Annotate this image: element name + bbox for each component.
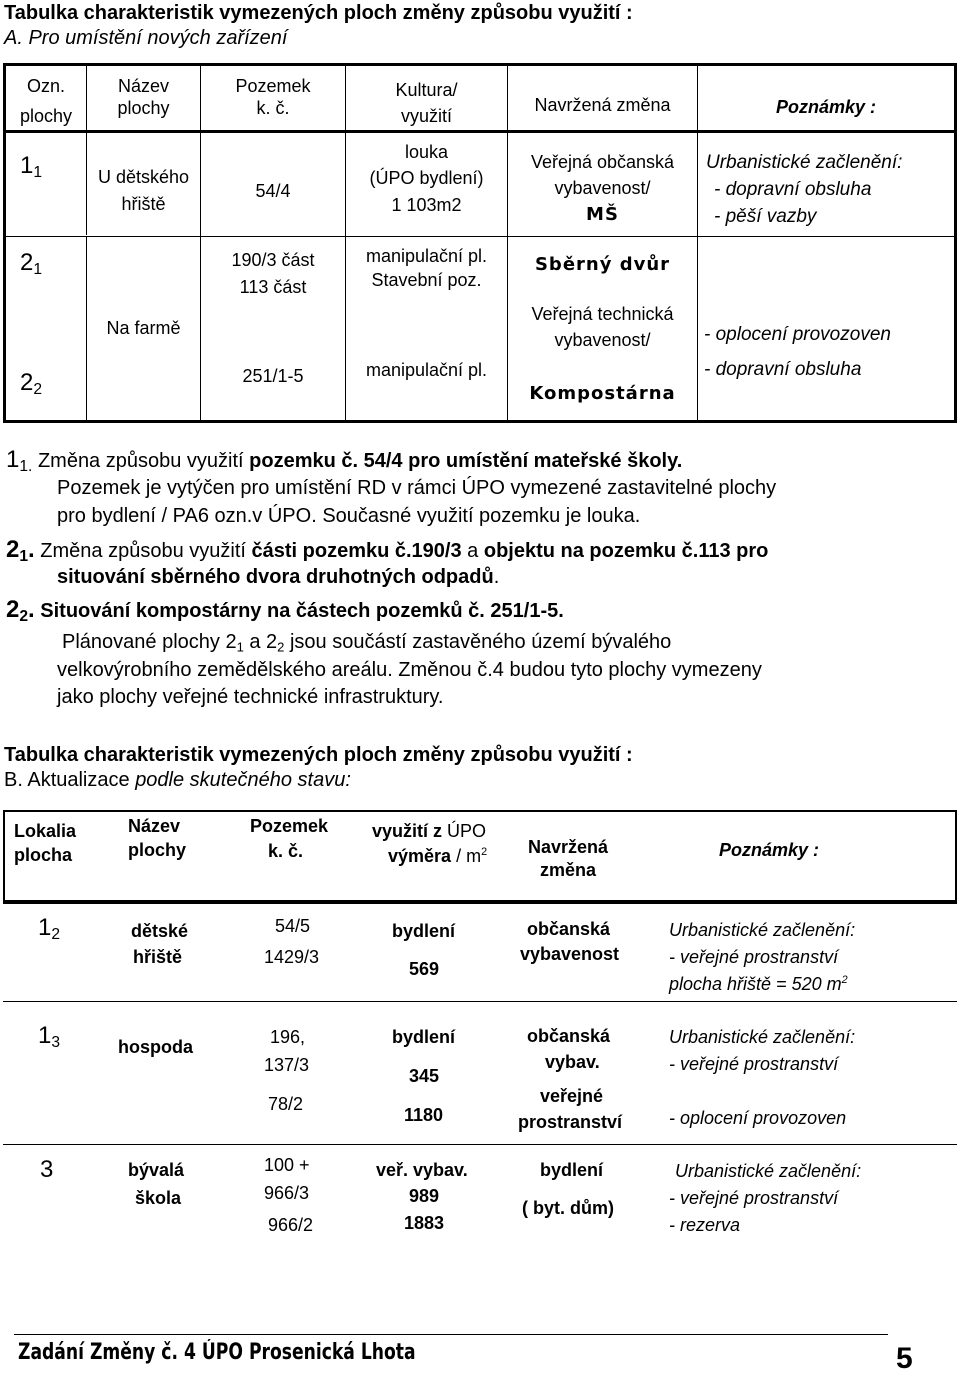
row2-nazev: Na farmě — [106, 318, 181, 338]
b-header-vyuziti-2: výměra / $m^2$ — [388, 846, 488, 866]
b-row2-id: $1_3$ — [38, 1022, 61, 1051]
row1-pozn-3: - pěší vazby — [714, 206, 817, 227]
row1-kultura-2: (ÚPO bydlení) — [369, 168, 484, 188]
b-row2-pozemek-1: 196, — [270, 1027, 306, 1047]
header-poznamky: Poznámky : — [775, 97, 877, 117]
b-header-pozemek-1: Pozemek — [250, 816, 329, 836]
b-row2-vyuziti-2: 345 — [409, 1066, 440, 1086]
b-row1-zmena-1: občanská — [527, 919, 611, 939]
row2-zmena-4: Kompostárna — [529, 383, 676, 404]
b-row1-pozn-1: Urbanistické začlenění: — [669, 920, 856, 940]
row1-zmena-2: vybavenost/ — [554, 178, 651, 198]
b-row3-pozemek-2: 966/3 — [264, 1183, 310, 1203]
b-row2-vyuziti-1: bydlení — [392, 1027, 456, 1047]
header-kultura-line1: Kultura/ — [395, 80, 458, 100]
b-row2-pozn-1: Urbanistické začlenění: — [669, 1027, 856, 1047]
b-row3-pozn-1: Urbanistické začlenění: — [675, 1161, 862, 1181]
b-row3-pozemek-1: 100 + — [264, 1155, 310, 1175]
b-row2-pozemek-3: 78/2 — [268, 1094, 304, 1114]
header-ozn-line1: Ozn. — [26, 76, 65, 96]
b-row3-pozemek-3: 966/2 — [268, 1215, 314, 1235]
b-row1-pozn-2: - veřejné prostranství — [669, 947, 839, 967]
b-row2-zmena-1: občanská — [527, 1026, 611, 1046]
row1-pozn-1: Urbanistické začlenění: — [706, 152, 903, 173]
b-row2-nazev-1: hospoda — [118, 1037, 193, 1057]
note-1-line1: $1_{1.}$ Změna způsobu využití pozemku č. 54/4 pro umístění mateřské školy. — [6, 446, 683, 475]
b-row3-vyuziti-3: 1883 — [404, 1213, 445, 1233]
section-b-subtitle: B. Aktualizace podle skutečného stavu: — [4, 769, 351, 791]
b-row3-nazev-1: bývalá — [128, 1160, 185, 1180]
note-paragraph-line1: Plánované plochy $2_1$ a $2_2$ jsou součástí zastavěného území bývalého — [62, 631, 672, 655]
header-nazev-line2: plochy — [117, 98, 170, 118]
b-header-nazev-2: plochy — [128, 840, 187, 860]
row2-pozemek-1: 190/3 část — [231, 250, 315, 270]
b-row2-pozn-2: - veřejné prostranství — [669, 1054, 839, 1074]
header-kultura-line2: využití — [400, 106, 452, 126]
footer-rule — [14, 1334, 888, 1335]
row1-nazev-2: hřiště — [121, 194, 166, 214]
row2-kultura-1: manipulační pl. — [365, 246, 488, 266]
row2-zmena-3: vybavenost/ — [554, 330, 651, 350]
b-row1-nazev-1: dětské — [131, 921, 189, 941]
b-row1-id: $1_2$ — [38, 914, 61, 943]
row1-pozemek: 54/4 — [255, 181, 291, 201]
row2-pozn-2: - dopravní obsluha — [704, 359, 862, 380]
b-row2-zmena-3: veřejné — [540, 1086, 604, 1106]
b-header-vyuziti-1: využití z ÚPO — [372, 821, 487, 841]
note-2-line1: $2_1$. Změna způsobu využití části pozemku č.190/3 a objektu na pozemku č.113 pro — [6, 536, 769, 565]
note-3-line1: $2_2$. Situování kompostárny na částech pozemků č. 251/1-5. — [6, 596, 564, 625]
note-paragraph-line3: jako plochy veřejné technické infrastruktury. — [57, 686, 444, 708]
row1-zmena-1: Veřejná občanská — [530, 152, 675, 172]
b-header-zmena-1: Navržená — [528, 837, 609, 857]
row1-nazev-1: U dětského — [97, 167, 190, 187]
header-zmena: Navržená změna — [534, 95, 671, 115]
b-row1-vyuziti-2: 569 — [409, 959, 440, 979]
b-row1-zmena-2: vybavenost — [520, 944, 620, 964]
b-row1-vyuziti-1: bydlení — [392, 921, 456, 941]
header-ozn-line2: plochy — [19, 106, 73, 126]
note-paragraph-line2: velkovýrobního zemědělského areálu. Změnou č.4 budou tyto plochy vymezeny — [57, 659, 762, 681]
b-row1-pozn-3: plocha hřiště = 520 $m^2$ — [669, 974, 848, 994]
b-row2-pozn-3: - oplocení provozoven — [669, 1108, 847, 1128]
row2a-id: $2_1$ — [20, 249, 43, 278]
row2-zmena-2: Veřejná technická — [531, 304, 674, 324]
note-2-line2: situování sběrného dvora druhotných odpadů. — [57, 566, 500, 588]
header-pozemek-line1: Pozemek — [235, 76, 311, 96]
page-number: 5 — [896, 1342, 913, 1375]
b-row2-zmena-4: prostranství — [518, 1112, 623, 1132]
b-row1-nazev-2: hřiště — [133, 947, 183, 967]
b-row3-zmena-2: ( byt. dům) — [522, 1198, 614, 1218]
b-row3-id: 3 — [40, 1156, 54, 1183]
row2b-id: $2_2$ — [20, 369, 43, 398]
b-row1-pozemek-1: 54/5 — [275, 916, 311, 936]
header-nazev-line1: Název — [117, 76, 170, 96]
section-a-subtitle: A. Pro umístění nových zařízení — [4, 27, 288, 49]
b-row3-vyuziti-2: 989 — [409, 1186, 440, 1206]
b-header-nazev-1: Název — [128, 816, 181, 836]
row1-zmena-3: MŠ — [586, 204, 619, 225]
b-row1-pozemek-2: 1429/3 — [264, 947, 320, 967]
row1-pozn-2: - dopravní obsluha — [714, 179, 872, 200]
b-row3-pozn-2: - veřejné prostranství — [669, 1188, 839, 1208]
section-b-title: Tabulka charakteristik vymezených ploch změny způsobu využití : — [4, 744, 633, 766]
b-header-lokalia-1: Lokalia — [14, 821, 77, 841]
b-header-zmena-2: změna — [540, 860, 597, 880]
row2-kultura-2: Stavební poz. — [371, 270, 482, 290]
footer-text: Zadání Změny č. 4 ÚPO Prosenická Lhota — [18, 1340, 416, 1365]
b-row3-nazev-2: škola — [135, 1188, 182, 1208]
note-1-line2: Pozemek je vytýčen pro umístění RD v rámci ÚPO vymezené zastavitelné plochy — [57, 477, 777, 499]
b-row2-vyuziti-3: 1180 — [404, 1105, 444, 1125]
section-a-title: Tabulka charakteristik vymezených ploch změny způsobu využití : — [4, 2, 633, 24]
b-header-pozemek-2: k. č. — [268, 841, 304, 861]
b-row3-vyuziti-1: veř. vybav. — [376, 1160, 468, 1180]
row2-pozn-1: - oplocení provozoven — [704, 324, 891, 345]
row2-pozemek-3: 251/1-5 — [242, 366, 304, 386]
row1-kultura-1: louka — [404, 142, 449, 162]
row1-kultura-3: 1 103m2 — [391, 195, 462, 215]
row2-zmena-1: Sběrný dvůr — [534, 254, 671, 275]
b-row2-pozemek-2: 137/3 — [264, 1055, 310, 1075]
b-row2-zmena-2: vybav. — [545, 1052, 600, 1072]
b-row3-pozn-3: - rezerva — [669, 1215, 741, 1235]
header-pozemek-line2: k. č. — [256, 98, 290, 118]
row2-kultura-3: manipulační pl. — [365, 360, 488, 380]
b-row3-zmena-1: bydlení — [540, 1160, 604, 1180]
note-1-line3: pro bydlení / PA6 ozn.v ÚPO. Současné využití pozemku je louka. — [57, 505, 641, 527]
b-header-poznamky: Poznámky : — [719, 840, 820, 860]
row1-id: $1_1$ — [20, 152, 43, 181]
b-header-lokalia-2: plocha — [14, 845, 73, 865]
row2-pozemek-2: 113 část — [239, 277, 307, 297]
